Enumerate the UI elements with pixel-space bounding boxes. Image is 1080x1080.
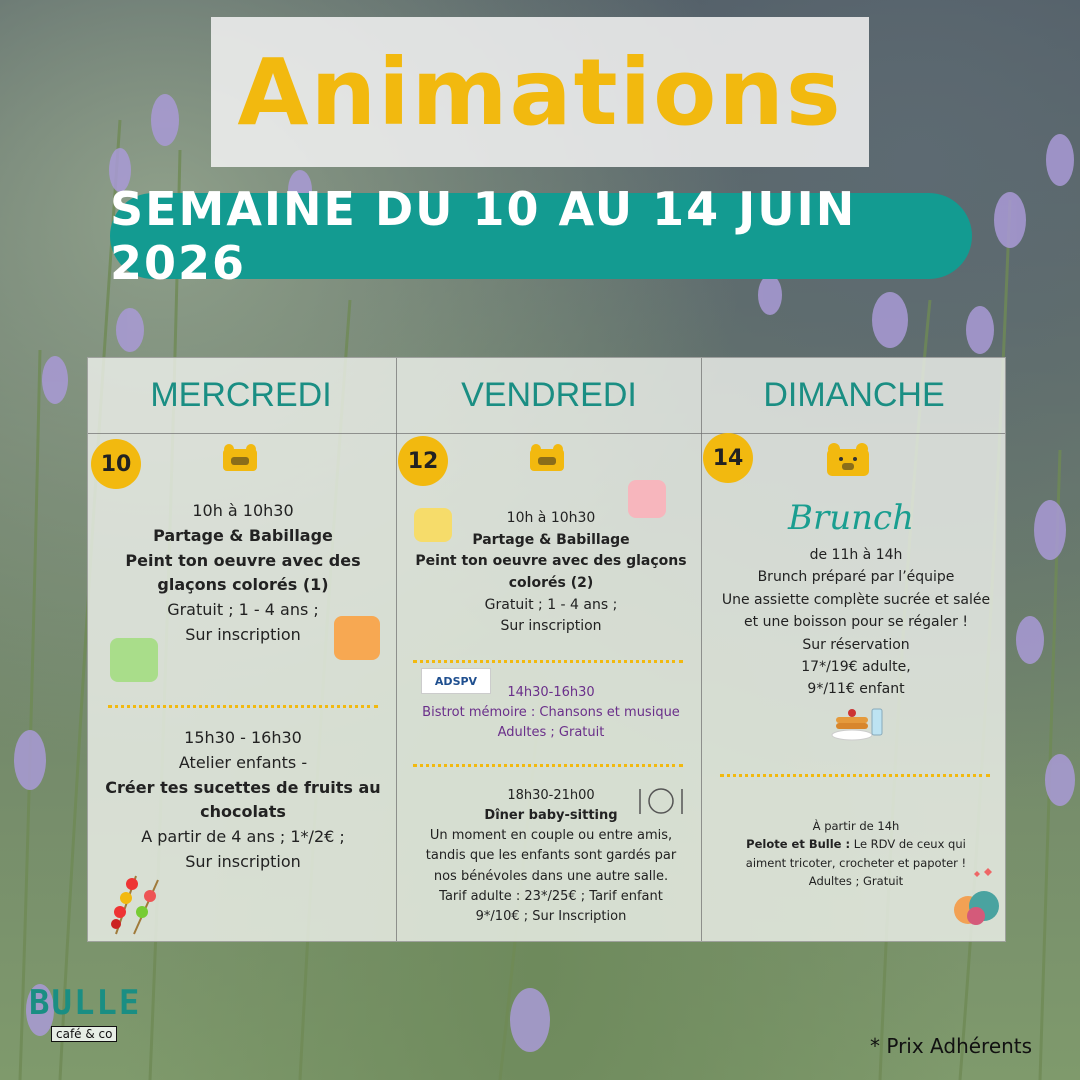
event-title: Partage & Babillage: [472, 531, 630, 548]
event-desc-line: aiment tricoter, crocheter et papoter !: [745, 855, 967, 870]
day-header-friday: VENDREDI: [461, 376, 637, 414]
event-info: Gratuit ; 1 - 4 ans ;: [167, 600, 319, 620]
day-header-sunday: DIMANCHE: [763, 376, 945, 414]
adspv-logo-text: ADSPV: [434, 674, 478, 688]
dotted-separator: [413, 764, 683, 767]
event-title: Bistrot mémoire : Chansons et musique: [422, 705, 680, 721]
brunch-lettering: Brunch: [788, 498, 914, 538]
fruit-skewer-icon: [106, 866, 166, 936]
day-number-badge: 10: [91, 439, 141, 489]
event-time: 18h30-21h00: [507, 788, 595, 803]
bear-icon: [221, 443, 259, 473]
event-desc-line: nos bénévoles dans une autre salle.: [433, 868, 669, 884]
column-divider: [701, 358, 702, 941]
event-info: A partir de 4 ans ; 1*/2€ ;: [141, 827, 345, 847]
event-info: Adultes ; Gratuit: [808, 874, 904, 889]
event-time: À partir de 14h: [812, 819, 900, 833]
event-registration: Sur inscription: [185, 851, 301, 871]
event-registration: Sur inscription: [500, 618, 602, 635]
event-desc-line: Brunch préparé par l’équipe: [757, 569, 955, 586]
friday-event-2: [406, 683, 696, 743]
event-title: Pelote et Bulle :: [746, 837, 851, 852]
event-desc-line: et une boisson pour se régaler !: [744, 614, 968, 631]
day-number-badge: 14: [703, 433, 753, 483]
logo-subtext: café & co: [51, 1026, 117, 1042]
dotted-separator: [720, 774, 990, 777]
pancakes-icon: [830, 703, 886, 743]
event-desc-line: tandis que les enfants sont gardés par: [425, 848, 677, 864]
event-time: 10h à 10h30: [506, 510, 596, 526]
event-info: Gratuit ; 1 - 4 ans ;: [484, 596, 618, 613]
event-desc-line: Sur réservation: [802, 636, 910, 653]
event-time: de 11h à 14h: [809, 547, 903, 563]
event-time: 10h à 10h30: [192, 501, 294, 520]
bear-icon: [528, 443, 566, 473]
column-divider: [396, 358, 397, 941]
event-info: Adultes ; Gratuit: [497, 725, 605, 741]
event-subtitle: Peint ton oeuvre avec des glaçons colorés (1): [125, 550, 361, 595]
event-title: Atelier enfants -: [178, 752, 308, 772]
event-subtitle: Créer tes sucettes de fruits au chocolats: [105, 777, 381, 822]
event-time: 14h30-16h30: [507, 685, 595, 700]
friday-event-1: [406, 508, 696, 638]
day-header-wednesday: MERCREDI: [150, 376, 332, 414]
schedule-grid: [87, 357, 1006, 942]
event-title: Dîner baby-sitting: [484, 808, 618, 824]
logo-text: BULLE: [29, 983, 142, 1023]
event-title: Partage & Babillage: [153, 525, 333, 545]
event-desc-line: Tarif adulte : 23*/25€ ; Tarif enfant: [439, 888, 663, 904]
event-price: 9*/11€ enfant: [807, 681, 905, 698]
event-registration: Sur inscription: [185, 624, 301, 644]
event-subtitle: Peint ton oeuvre avec des glaçons colorés (2): [415, 553, 687, 592]
event-desc-line: Une assiette complète sucrée et salée: [721, 591, 991, 608]
header-divider: [88, 433, 1005, 434]
event-time: 15h30 - 16h30: [184, 728, 302, 747]
page-title: Animations: [237, 38, 843, 146]
wednesday-event-2: [98, 726, 388, 875]
event-desc-line: 9*/10€ ; Sur Inscription: [475, 908, 627, 924]
event-price: 17*/19€ adulte,: [801, 658, 911, 675]
friday-event-3: [406, 786, 696, 927]
week-label: SEMAINE DU 10 AU 14 JUIN 2026: [110, 182, 857, 290]
dotted-separator: [413, 660, 683, 663]
event-desc-line: Un moment en couple ou entre amis,: [429, 828, 673, 844]
bulle-logo: [29, 983, 142, 1058]
green-ice-cube-icon: [110, 638, 158, 682]
week-banner: [110, 182, 972, 290]
orange-ice-cube-icon: [334, 616, 380, 660]
yarn-balls-icon: [948, 866, 1004, 928]
title-banner: [211, 17, 869, 167]
footnote: * Prix Adhérents: [870, 1034, 1033, 1058]
sunday-event-1: [706, 544, 1006, 701]
day-number-badge: 12: [398, 436, 448, 486]
bear-icon: [825, 442, 871, 478]
dotted-separator: [108, 705, 378, 708]
event-desc-line: Le RDV de ceux qui: [853, 837, 966, 852]
